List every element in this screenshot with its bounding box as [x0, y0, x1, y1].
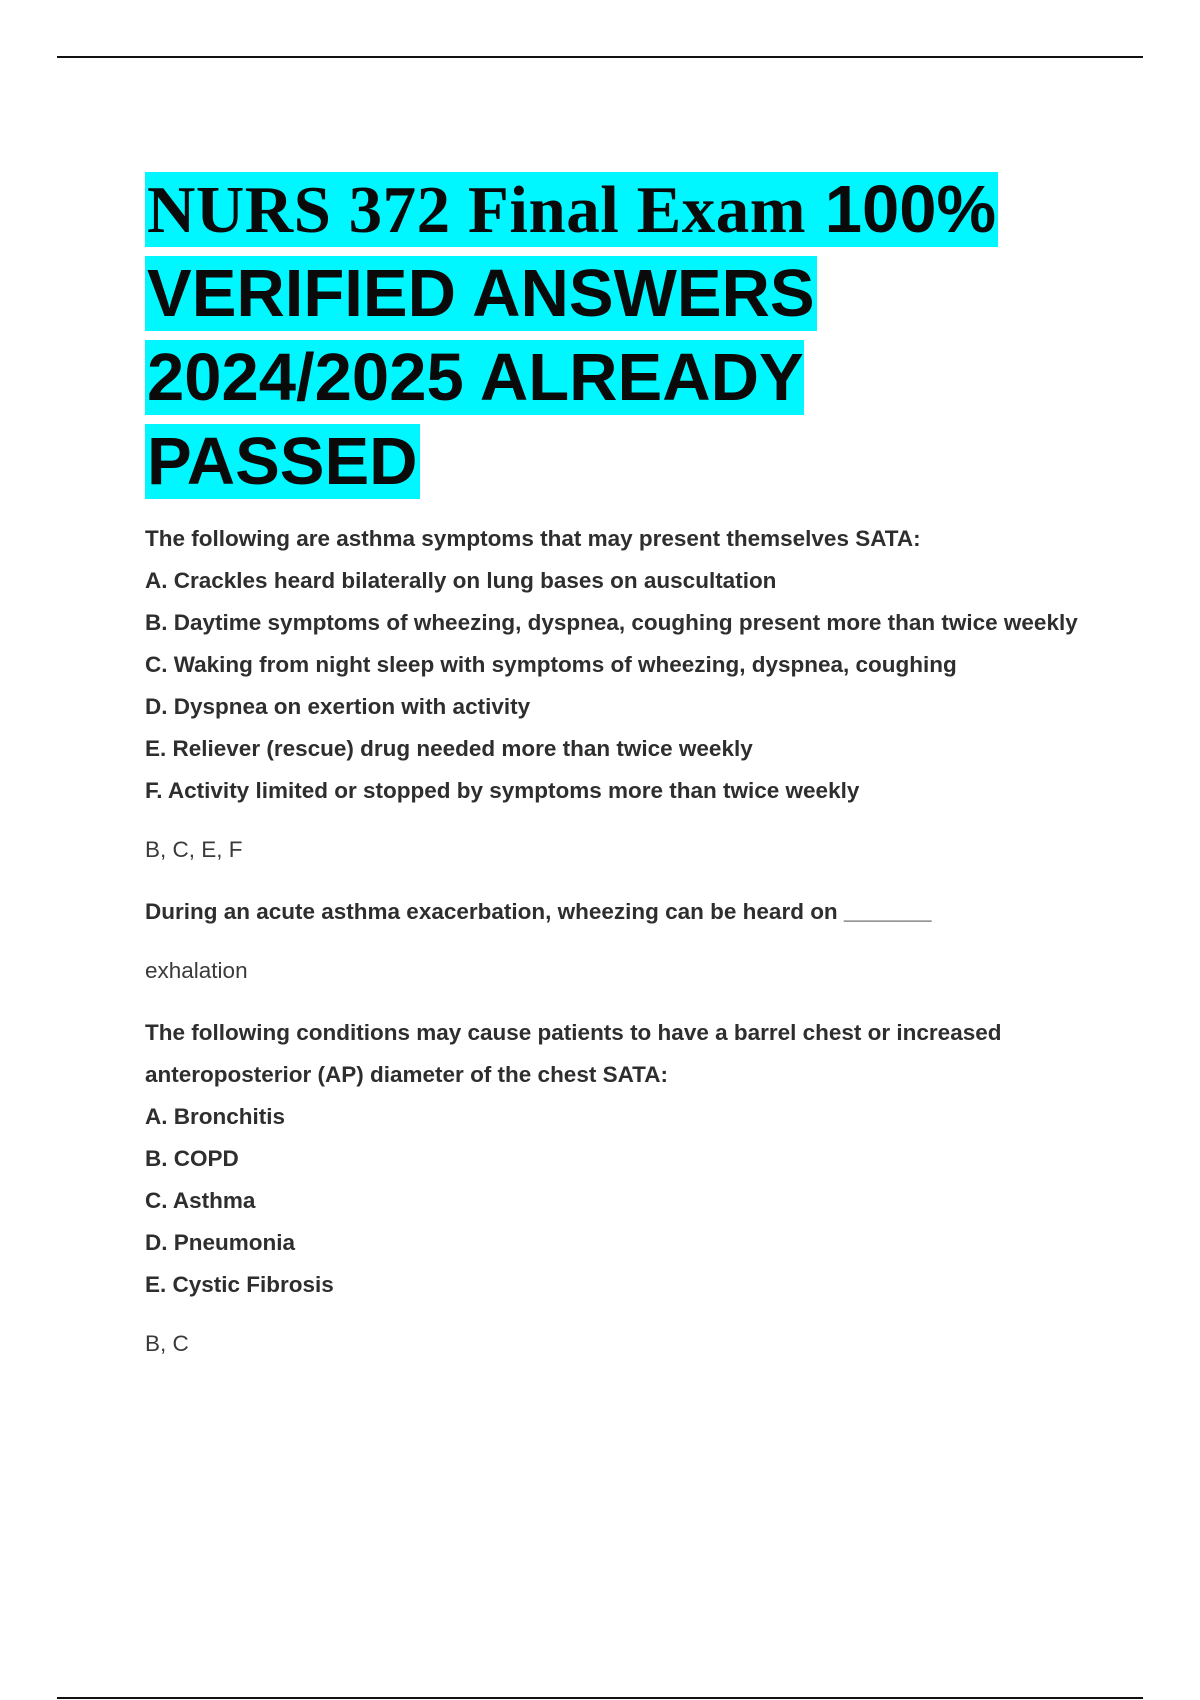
- answer-option: F. Activity limited or stopped by symptoms more than twice weekly: [145, 778, 860, 803]
- document-body: [145, 168, 1085, 1385]
- answer-option: A. Crackles heard bilaterally on lung bases on auscultation: [145, 568, 777, 593]
- bottom-rule: [57, 1697, 1143, 1699]
- answer-option: E. Reliever (rescue) drug needed more than twice weekly: [145, 736, 753, 761]
- correct-answer: B, C: [145, 1331, 189, 1356]
- question-block: [145, 891, 1085, 992]
- top-rule: [57, 56, 1143, 58]
- title-subtitle: 100% VERIFIED ANSWERS 2024/2025 ALREADY PASSED: [147, 172, 997, 499]
- answer-option: C. Asthma: [145, 1188, 256, 1213]
- question-block: [145, 1012, 1085, 1365]
- title-course: NURS 372 Final Exam: [147, 173, 807, 247]
- question-text: The following conditions may cause patients to have a barrel chest or increased anteroposterior (AP) diameter of the chest SATA:: [145, 1020, 1002, 1087]
- answer-option: D. Dyspnea on exertion with activity: [145, 694, 531, 719]
- question-block: [145, 518, 1085, 871]
- answer-option: A. Bronchitis: [145, 1104, 286, 1129]
- answer-option: E. Cystic Fibrosis: [145, 1272, 334, 1297]
- correct-answer: exhalation: [145, 958, 248, 983]
- correct-answer: B, C, E, F: [145, 837, 243, 862]
- answer-option: D. Pneumonia: [145, 1230, 296, 1255]
- question-text: During an acute asthma exacerbation, wheezing can be heard on _______: [145, 899, 932, 924]
- answer-option: C. Waking from night sleep with symptoms of wheezing, dyspnea, coughing: [145, 652, 957, 677]
- answer-option: B. COPD: [145, 1146, 239, 1171]
- question-text: The following are asthma symptoms that may present themselves SATA:: [145, 526, 921, 551]
- question-list: [145, 518, 1085, 1365]
- answer-option: B. Daytime symptoms of wheezing, dyspnea, coughing present more than twice weekly: [145, 610, 1078, 635]
- document-title: [145, 168, 1085, 504]
